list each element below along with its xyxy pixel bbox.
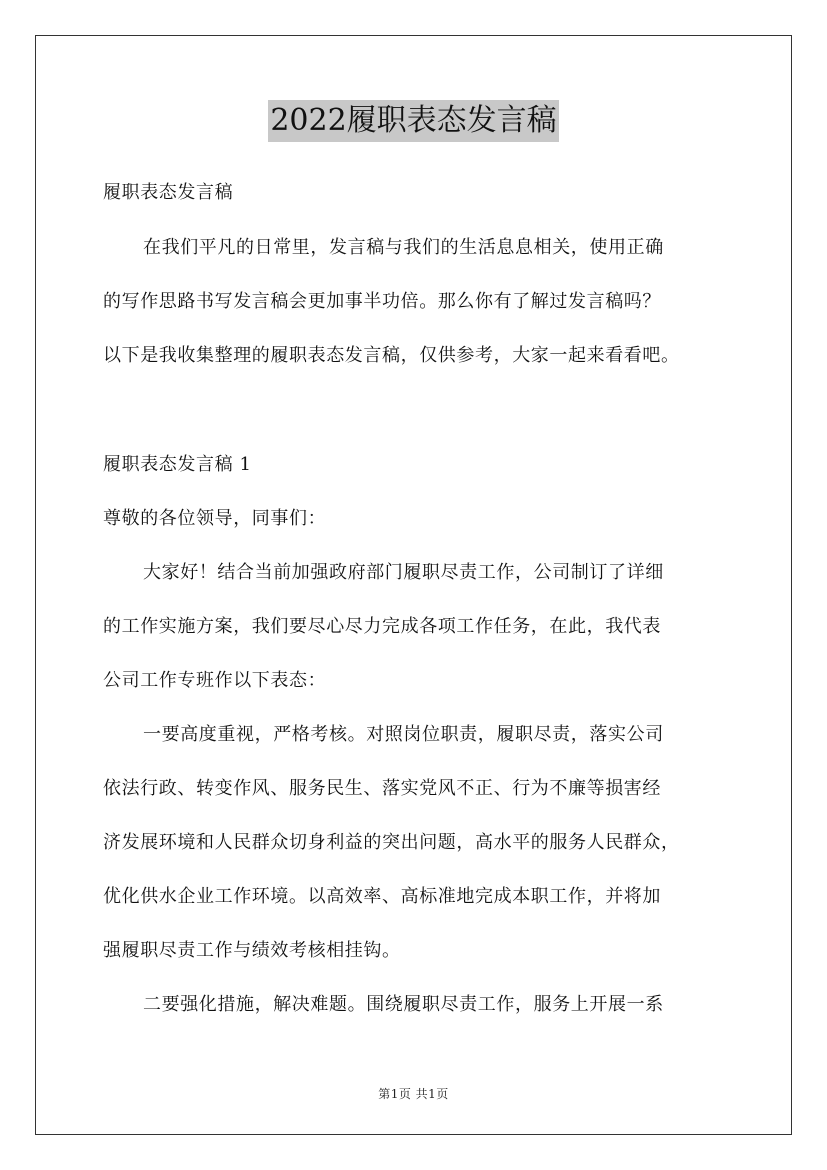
body-line: 公司工作专班作以下表态： (103, 670, 327, 691)
document-title: 2022履职表态发言稿 (268, 100, 558, 142)
subtitle-line: 履职表态发言稿 (103, 182, 234, 203)
body-line: 二要强化措施，解决难题。围绕履职尽责工作，服务上开展一系 (143, 994, 664, 1015)
body-line: 以下是我收集整理的履职表态发言稿，仅供参考，大家一起来看看吧。 (103, 345, 680, 366)
body-line: 的工作实施方案，我们要尽心尽力完成各项工作任务，在此，我代表 (103, 616, 661, 637)
body-line: 强履职尽责工作与绩效考核相挂钩。 (103, 940, 401, 961)
page-footer: 第1页 共1页 (378, 1087, 449, 1101)
body-line: 优化供水企业工作环境。以高效率、高标准地完成本职工作，并将加 (103, 886, 661, 907)
body-line: 大家好！结合当前加强政府部门履职尽责工作，公司制订了详细 (143, 562, 664, 583)
body-line: 一要高度重视，严格考核。对照岗位职责，履职尽责，落实公司 (143, 724, 664, 745)
salutation-line: 尊敬的各位领导，同事们： (103, 508, 327, 529)
section-heading: 履职表态发言稿 1 (103, 454, 252, 475)
body-line: 依法行政、转变作风、服务民生、落实党风不正、行为不廉等损害经 (103, 778, 661, 799)
title-container (0, 100, 827, 142)
body-line: 在我们平凡的日常里，发言稿与我们的生活息息相关，使用正确 (143, 237, 664, 258)
body-line: 济发展环境和人民群众切身利益的突出问题，高水平的服务人民群众， (103, 832, 680, 853)
body-line: 的写作思路书写发言稿会更加事半功倍。那么你有了解过发言稿吗？ (103, 291, 661, 312)
